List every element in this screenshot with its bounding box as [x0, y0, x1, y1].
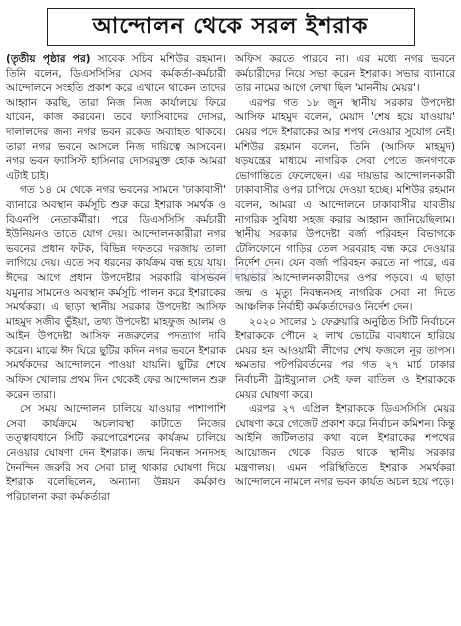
article-body	[6, 52, 455, 504]
paragraph	[6, 52, 226, 183]
paragraph: ২০২০ সালের ১ ফেব্রুয়ারি অনুষ্ঠিত সিটি নির্বাচনে ইশরাককে পৌনে ২ লাখ ভোটের ব্যবধানে হারিয়ে মেয়র হন আওয়ামী লীগের শেখ ফজলে নূর তাপস। ক্ষমতার পটপরিবর্তনের পর গত ২৭ মার্চ ঢাকার নির্বাচনী ট্রাইব্যুনাল সেই ফল বাতিল ও ইশরাককে মেয়র ঘোষণা করে।	[235, 315, 455, 401]
headline-box	[47, 8, 415, 46]
right-column	[235, 52, 455, 504]
paragraph: অফিস করতে পারবে না। এর মধ্যে নগর ভবনে কর্মচারীদের নিয়ে সভা করেন ইশরাক। সভার ব্যানারে তার নামের আগে লেখা ছিল 'মাননীয় মেয়র'।	[235, 53, 455, 95]
paragraph: গত ১৪ মে থেকে নগর ভবনের সামনে 'ঢাকাবাসী' ব্যানারে অবস্থান কর্মসূচি শুরু করে ইশরাক সমর্থক ও বিএনপি নেতাকর্মীরা। পরে ডিএসসিসি কর্মচারী ইউনিয়নও তাতে যোগ দেয়। আন্দোলনকারীরা নগর ভবনের প্রধান ফটক, বিভিন্ন দফতরে দরজায় তালা লাগিয়ে দেয়। এতে সব ধরনের কার্যক্রম বন্ধ হয়ে যায়। ঈদের আগে প্রধান উপদেষ্টার সরকারি বাসভবন যমুনার সামনেও অবস্থান কর্মসূচি পালন করে ইশরাকের সমর্থকরা। এ ছাড়া স্থানীয় সরকার উপদেষ্টা আসিফ মাহমুদ সজীব ভুঁইয়া, তথ্য উপদেষ্টা মাহফুজ আলম ও আইন উপদেষ্টা আসিফ নজরুলের পদত্যাগ দাবি করেন। মাঝে ঈদ ঘিরে ছুটির কদিন নগর ভবনে ইশরাক সমর্থকদের আন্দোলনে পাওয়া যায়নি। ছুটির শেষে অফিস খোলার প্রথম দিন থেকেই ফের আন্দোলন শুরু করেন তারা।	[6, 184, 226, 401]
paragraph: এরপর ২৭ এপ্রিল ইশরাককে ডিএসসিসি মেয়র ঘোষণা করে গেজেট প্রকাশ করে নির্বাচন কমিশন। কিন্তু আইনি জটিলতার কথা বলে ইশরাকের শপথের আয়োজন থেকে বিরত থাকে স্থানীয় সরকার মন্ত্রণালয়। এমন পরিস্থিতিতে ইশরাক সমর্থকরা আন্দোলনে নামলে নগর ভবন কার্যত অচল হয়ে পড়ে।	[235, 403, 455, 489]
left-column	[6, 52, 226, 504]
headline: আন্দোলন থেকে সরল ইশরাক	[92, 12, 369, 39]
continued-from-label: (তৃতীয় পৃষ্ঠার পর)	[6, 53, 91, 65]
watermark: বাংলাদেশ	[188, 262, 278, 288]
paragraph-text: সাবেক সচিব মশিউর রহমান। তিনি বলেন, ডিএসসিসির যেসব কর্মকর্তা-কর্মচারী আন্দোলনে সংহতি প্রকাশ করে এখানে থাকেন তাদের আহ্বান করছি, তারা নিজ নিজ কার্যালয়ে ফিরে যাবেন, কাজ করবেন। তবে ফ্যাসিবাদের দোসর, দালালদের জন্য নগর ভবন রকেড অব্যাহত থাকবে। তারা নগর ভবনে আসলে নিজ দায়িত্বে আসবেন। নগর ভবন ফ্যাসিস্ট হাসিনার দোসরমুক্ত হোক আমরা এটাই চাই।	[6, 53, 226, 182]
paragraph: এরপর গত ১৮ জুন স্থানীয় সরকার উপদেষ্টা আসিফ মাহমুদ বলেন, মেয়াদ 'শেষ হয়ে যাওয়ায়' মেয়র পদে ইশরাকের আর শপথ নেওয়ার সুযোগ নেই। মশিউর রহমান বলেন, তিনি (আসিফ মাহমুদ) ষড়যন্ত্রের মাধ্যমে নাগরিক সেবা পেতে জনগণকে ভোগান্তিতে ফেলেছেন। এর দায়ভার আন্দোলনকারী ঢাকাবাসীর ওপর চাপিয়ে দেওয়া হচ্ছে। মশিউর রহমান বলেন, আমরা এ আন্দোলনে ঢাকাবাসীর যাবতীয় নাগরিক সুবিধা সহজ করার আহ্বান জানিয়েছিলাম। স্থানীয় সরকার উপদেষ্টা বর্জ্য পরিবহন বিভাগকে টেলিফোনে গাড়ির তেল সরবরাহ বন্ধ করে দেওয়ার নির্দেশ দেন। যেন বর্জ্য পরিবহন করতে না পারে, এর দায়ভার আন্দোলনকারীদের ওপর পড়বে। এ ছাড়া জন্ম ও মৃত্যু নিবন্ধনসহ নাগরিক সেবা না দিতে আঞ্চলিক নির্বাহী কর্মকর্তাদেরও নির্দেশ দেন।	[235, 96, 455, 314]
paragraph: সে সময় আন্দোলন চালিয়ে যাওয়ার পাশাপাশি সেবা কার্যক্রমে অচলাবস্থা কাটাতে নিজের তত্ত্বাবধানে সিটি করপোরেশনের কার্যক্রম চালিয়ে নেওয়ার ঘোষণা দেন ইশরাক। জন্ম নিবন্ধন সনদসহ দৈনন্দিন জরুরি সব সেবা চালু থাকার ঘোষণা দিয়ে ইশরাক বলেছিলেন, অন্যান্য উন্নয়ন কর্মকাণ্ড পরিচালনা করা কর্মকর্তারা	[6, 403, 226, 503]
